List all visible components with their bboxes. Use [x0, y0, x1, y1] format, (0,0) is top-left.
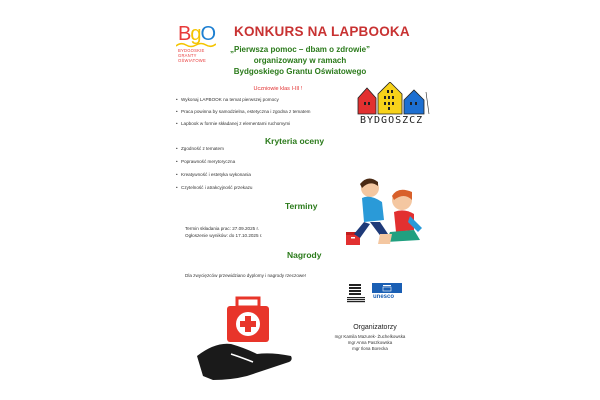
school-network-logo-icon: [346, 283, 368, 305]
kids-icon: [340, 172, 435, 257]
list-item: • Poprawność merytoryczna: [176, 159, 253, 172]
deadlines-text: Termin składania prac: 27.09.2025 r. Ogłoszenie wyników: do 17.10.2025 r.: [185, 226, 263, 238]
prizes-text: Dla zwycięzców przewidziano dyplomy i nagrody rzeczowe!: [185, 273, 307, 278]
first-aid-kids-illustration: [340, 172, 435, 257]
houses-icon: [354, 82, 434, 116]
list-item: • Praca powinna by samodzielna, estetyczna i zgodna z tematem: [176, 109, 310, 121]
organizers-heading: Organizatorzy: [353, 324, 397, 331]
unesco-text: unesco: [373, 294, 395, 300]
organizers-list: [310, 334, 430, 351]
criteria-heading: Kryteria oceny: [265, 136, 325, 146]
criteria-list: [176, 146, 253, 198]
subtitle: „Pierwsza pomoc – dbam o zdrowie” organizowany w ramach Bydgoskiego Grantu Oświatowego: [229, 45, 371, 76]
list-item: • Kreatywność i estetyka wykonania: [176, 172, 253, 185]
list-item: • Lapbook w formie składanej z elementami ruchomymi: [176, 121, 310, 133]
prizes-heading: Nagrody: [287, 250, 322, 260]
list-item: • Zgodność z tematem: [176, 146, 253, 159]
partner-logos: [346, 283, 406, 305]
participants-note: Uczniowie klas I-III !: [253, 86, 303, 92]
list-item: • Czytelność i atrakcyjność przekazu: [176, 185, 253, 198]
page-title: KONKURS NA LAPBOOKA: [234, 24, 410, 39]
hand-first-aid-illustration: [195, 296, 295, 386]
organizer-name: mgr Ilona Borecka: [352, 345, 388, 351]
bydgoszcz-text: BYDGOSZCZ: [360, 115, 424, 126]
bgo-caption: BYDGOSKIE GRANTY OŚWIATOWE: [178, 48, 206, 63]
list-item: • Wykonaj LAPBOOK na temat pierwszej pomocy: [176, 97, 310, 109]
organizer-name: mgr Anna Paszkowska: [347, 339, 393, 345]
unesco-temple-icon: [372, 283, 402, 303]
bgo-logo: [176, 24, 226, 68]
rules-list: [176, 97, 310, 133]
hand-first-aid-kit-icon: [195, 296, 295, 386]
bydgoszcz-logo: [354, 82, 434, 132]
organizer-name: mgr Kamila Mazurek- Żuchelkowska: [334, 334, 406, 339]
bgo-letters: BgO: [178, 23, 216, 45]
deadlines-heading: Terminy: [285, 201, 318, 211]
